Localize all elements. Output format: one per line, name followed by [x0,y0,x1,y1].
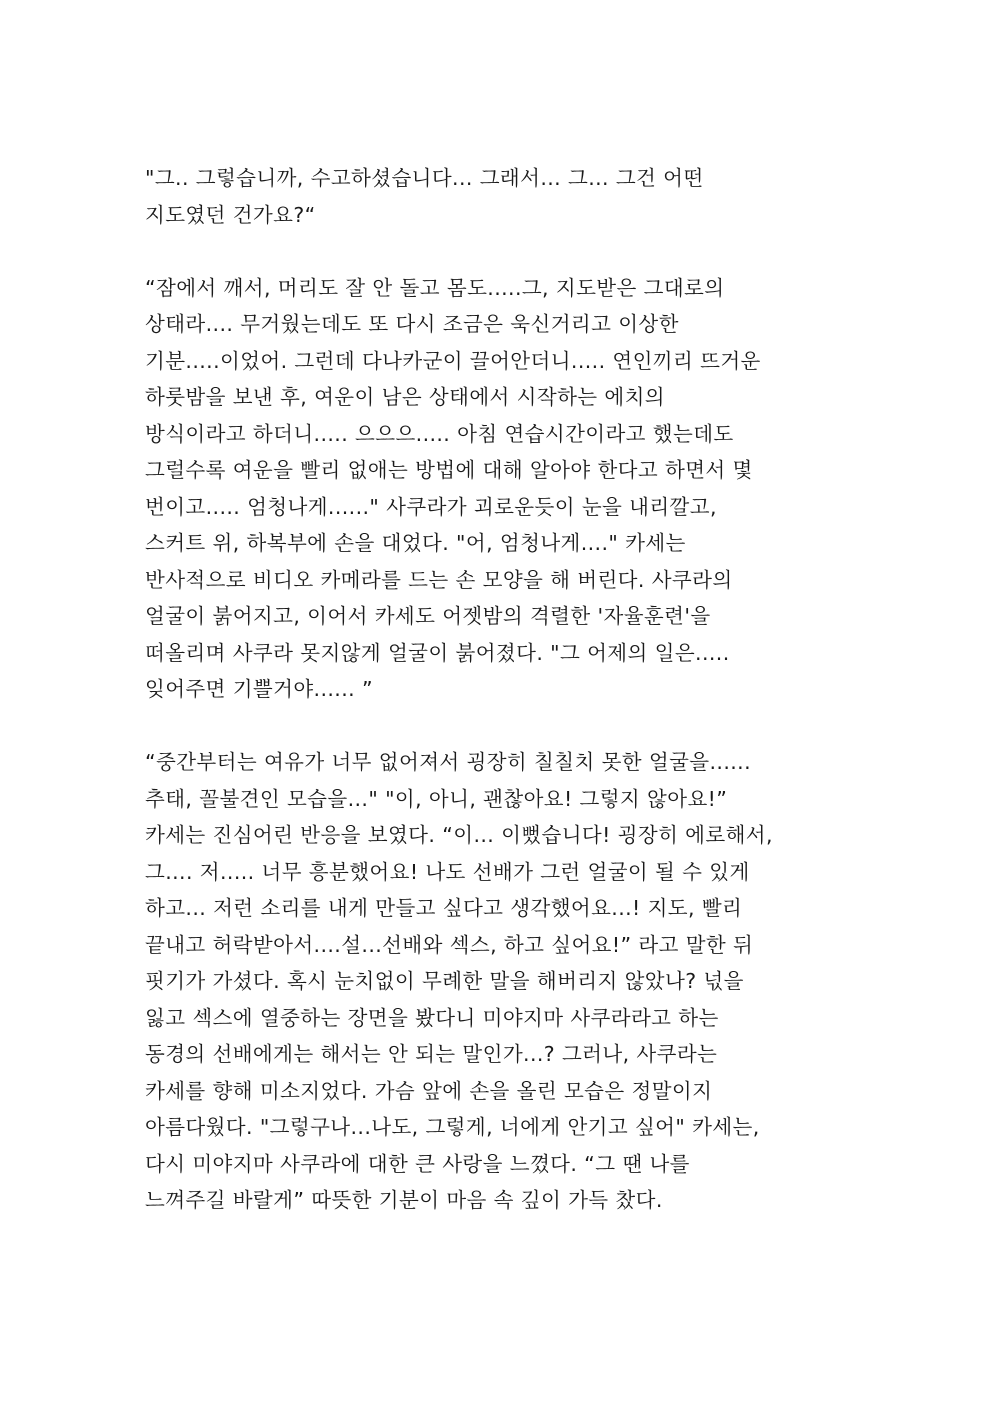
text-line: 기분.....이었어. 그런데 다나카군이 끌어안더니..... 연인끼리 뜨거운 [145,348,761,373]
text-line: 핏기가 가셨다. 혹시 눈치없이 무례한 말을 해버리지 않았나? 넋을 [145,969,744,993]
text-line: 반사적으로 비디오 카메라를 드는 손 모양을 해 버린다. 사쿠라의 [145,567,733,592]
text-line: 잊어주면 기쁠거야...... ” [145,677,373,701]
paragraph-2 [145,270,865,708]
text-line: 번이고..... 엄청나게......" 사쿠라가 괴로운듯이 눈을 내리깔고, [145,494,717,519]
text-line: 하고... 저런 소리를 내게 만들고 싶다고 생각했어요...! 지도, 빨리 [145,896,743,920]
body-text [145,160,865,1255]
text-line: 지도였던 건가요?“ [145,202,316,227]
text-line: 그럴수록 여운을 빨리 없애는 방법에 대해 알아야 한다고 하면서 몇 [145,458,753,482]
text-line: 얼굴이 붉어지고, 이어서 카세도 어젯밤의 격렬한 '자율훈련'을 [145,604,711,628]
text-line: “중간부터는 여유가 너무 없어져서 굉장히 칠칠치 못한 얼굴을...... [145,750,752,774]
text-line: 아름다웠다. "그렇구나...나도, 그렇게, 너에게 안기고 싶어" 카세는, [145,1115,760,1139]
text-line: 떠올리며 사쿠라 못지않게 얼굴이 붉어졌다. "그 어제의 일은..... [145,640,730,665]
text-line: 끝내고 허락받아서....설...선배와 섹스, 하고 싶어요!” 라고 말한 뒤 [145,932,754,957]
paragraph-1 [145,160,865,233]
text-line: 상태라.... 무거웠는데도 또 다시 조금은 욱신거리고 이상한 [145,312,679,336]
text-line: 카세를 향해 미소지었다. 가슴 앞에 손을 올린 모습은 정말이지 [145,1078,713,1103]
text-line: 추태, 꼴불견인 모습을..." "이, 아니, 괜찮아요! 그렇지 않아요!” [145,786,728,811]
text-line: 하룻밤을 보낸 후, 여운이 남은 상태에서 시작하는 에치의 [145,385,665,409]
text-line: 그.... 저..... 너무 흥분했어요! 나도 선배가 그런 얼굴이 될 수 있게 [145,859,750,884]
text-line: 다시 미야지마 사쿠라에 대한 큰 사랑을 느꼈다. “그 땐 나를 [145,1151,690,1176]
text-line: 방식이라고 하더니..... 으으으..... 아침 연습시간이라고 했는데도 [145,421,734,446]
paragraph-3 [145,744,865,1219]
text-line: “잠에서 깨서, 머리도 잘 안 돌고 몸도.....그, 지도받은 그대로의 [145,275,725,300]
text-line: 느껴주길 바랄게” 따뜻한 기분이 마음 속 깊이 가득 찼다. [145,1188,663,1212]
text-line: 동경의 선배에게는 해서는 안 되는 말인가...? 그러나, 사쿠라는 [145,1042,718,1066]
text-line: 카세는 진심어린 반응을 보였다. “이... 이뻤습니다! 굉장히 에로해서, [145,823,773,847]
text-line: 잃고 섹스에 열중하는 장면을 봤다니 미야지마 사쿠라라고 하는 [145,1005,719,1030]
text-line: "그.. 그렇습니까, 수고하셨습니다... 그래서... 그... 그건 어떤 [145,166,704,190]
text-line: 스커트 위, 하복부에 손을 대었다. "어, 엄청나게...." 카세는 [145,531,686,555]
